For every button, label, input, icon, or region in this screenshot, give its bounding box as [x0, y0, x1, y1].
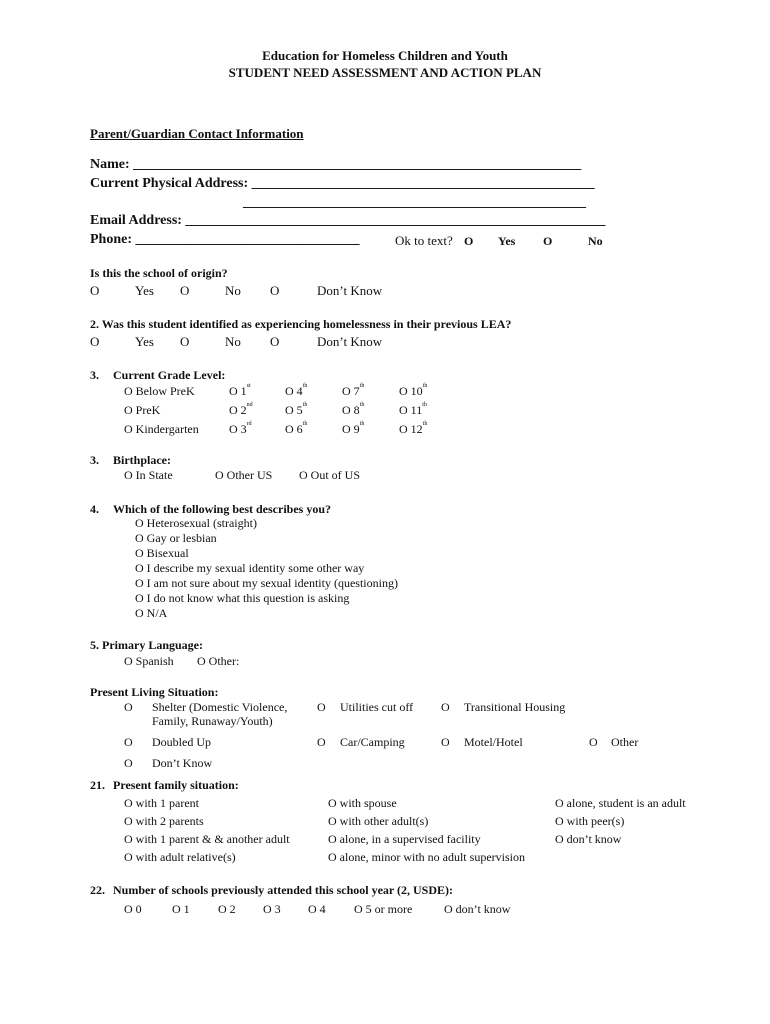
grade-2[interactable]: O 2nd: [229, 402, 253, 417]
name-field-line[interactable]: Name: ________________________________________________________________: [90, 157, 582, 172]
language-other[interactable]: O Other:: [197, 654, 240, 668]
identity-number: 4.: [90, 502, 99, 516]
grade-3[interactable]: O 3rd: [229, 421, 252, 436]
origin-yes-radio[interactable]: O: [90, 283, 100, 298]
living-shelter-radio[interactable]: O: [124, 700, 133, 714]
schools-option[interactable]: O 2: [218, 902, 236, 916]
schools-heading: Number of schools previously attended this school year (2, USDE):: [113, 883, 454, 897]
grade-heading: Current Grade Level:: [113, 368, 226, 382]
identity-option[interactable]: O I am not sure about my sexual identity (questioning): [135, 576, 398, 590]
living-transitional-radio[interactable]: O: [441, 700, 450, 714]
living-doubled-radio[interactable]: O: [124, 735, 133, 749]
origin-yes-label: Yes: [135, 283, 154, 298]
grade-7[interactable]: O 7th: [342, 383, 365, 398]
ok-to-text-label: Ok to text?: [395, 233, 453, 248]
form-subtitle: STUDENT NEED ASSESSMENT AND ACTION PLAN: [228, 65, 542, 80]
living-motel-label: Motel/Hotel: [464, 735, 523, 749]
origin-no-radio[interactable]: O: [180, 283, 190, 298]
language-spanish[interactable]: O Spanish: [124, 654, 174, 668]
grade-4[interactable]: O 4th: [285, 383, 308, 398]
school-origin-question: Is this the school of origin?: [90, 266, 228, 280]
origin-dontknow-label: Don’t Know: [317, 283, 383, 298]
text-no-radio[interactable]: O: [543, 234, 553, 248]
family-option[interactable]: O with adult relative(s): [124, 850, 236, 864]
schools-option[interactable]: O 3: [263, 902, 281, 916]
birthplace-other-us[interactable]: O Other US: [215, 468, 273, 482]
form-title: Education for Homeless Children and Youth: [262, 48, 508, 63]
family-option[interactable]: O alone, student is an adult: [555, 796, 686, 810]
family-option[interactable]: O alone, minor with no adult supervision: [328, 850, 525, 864]
grade-12[interactable]: O 12th: [399, 421, 428, 436]
family-number: 21.: [90, 778, 105, 792]
birthplace-heading: Birthplace:: [113, 453, 171, 467]
lea-no-label: No: [225, 334, 241, 349]
grade-1[interactable]: O 1st: [229, 383, 251, 398]
identity-option[interactable]: O N/A: [135, 606, 168, 620]
grade-8[interactable]: O 8th: [342, 402, 365, 417]
origin-dontknow-radio[interactable]: O: [270, 283, 280, 298]
lea-dontknow-label: Don’t Know: [317, 334, 383, 349]
schools-option[interactable]: O 0: [124, 902, 142, 916]
email-field-line[interactable]: Email Address: ____________________________________________________________: [90, 213, 606, 228]
contact-heading: Parent/Guardian Contact Information: [90, 126, 304, 141]
grade-number: 3.: [90, 368, 99, 382]
living-other-radio[interactable]: O: [589, 735, 598, 749]
family-option[interactable]: O with other adult(s): [328, 814, 429, 828]
living-transitional-label: Transitional Housing: [464, 700, 566, 714]
living-car-radio[interactable]: O: [317, 735, 326, 749]
language-heading: 5. Primary Language:: [90, 638, 203, 652]
grade-below-prek[interactable]: O Below PreK: [124, 384, 195, 398]
identity-option[interactable]: O Bisexual: [135, 546, 189, 560]
living-dontknow-radio[interactable]: O: [124, 756, 133, 770]
schools-option[interactable]: O 1: [172, 902, 190, 916]
grade-10[interactable]: O 10th: [399, 383, 428, 398]
lea-yes-radio[interactable]: O: [90, 334, 100, 349]
address-field-line[interactable]: Current Physical Address: _________________________________________________: [90, 176, 595, 191]
birthplace-out-of-us[interactable]: O Out of US: [299, 468, 361, 482]
text-yes-label: Yes: [498, 234, 516, 248]
identity-option[interactable]: O I do not know what this question is asking: [135, 591, 350, 605]
living-shelter-label: Shelter (Domestic Violence,: [152, 700, 288, 714]
birthplace-in-state[interactable]: O In State: [124, 468, 173, 482]
family-heading: Present family situation:: [113, 778, 239, 792]
lea-dontknow-radio[interactable]: O: [270, 334, 280, 349]
living-other-label: Other: [611, 735, 639, 749]
living-shelter-label-2: Family, Runaway/Youth): [152, 714, 273, 728]
birthplace-number: 3.: [90, 453, 99, 467]
text-yes-radio[interactable]: O: [464, 234, 474, 248]
family-option[interactable]: O with peer(s): [555, 814, 625, 828]
family-option[interactable]: O with 1 parent & & another adult: [124, 832, 290, 846]
living-car-label: Car/Camping: [340, 735, 405, 749]
living-motel-radio[interactable]: O: [441, 735, 450, 749]
schools-option[interactable]: O 5 or more: [354, 902, 413, 916]
living-heading: Present Living Situation:: [90, 685, 219, 699]
identity-option[interactable]: O Heterosexual (straight): [135, 516, 257, 530]
prev-lea-question: 2. Was this student identified as experiencing homelessness in their previous LEA?: [90, 317, 512, 331]
grade-kindergarten[interactable]: O Kindergarten: [124, 422, 199, 436]
grade-9[interactable]: O 9th: [342, 421, 365, 436]
grade-6[interactable]: O 6th: [285, 421, 308, 436]
schools-option[interactable]: O don’t know: [444, 902, 511, 916]
address-field-line-2[interactable]: _________________________________________________: [243, 195, 586, 210]
family-option[interactable]: O with spouse: [328, 796, 397, 810]
origin-no-label: No: [225, 283, 241, 298]
living-utilities-radio[interactable]: O: [317, 700, 326, 714]
grade-11[interactable]: O 11th: [399, 402, 427, 417]
living-doubled-label: Doubled Up: [152, 735, 211, 749]
identity-option[interactable]: O Gay or lesbian: [135, 531, 217, 545]
grade-prek[interactable]: O PreK: [124, 403, 161, 417]
text-no-label: No: [588, 234, 603, 248]
family-option[interactable]: O don’t know: [555, 832, 622, 846]
lea-yes-label: Yes: [135, 334, 154, 349]
phone-field-line[interactable]: Phone: ________________________________: [90, 232, 360, 247]
identity-heading: Which of the following best describes you?: [113, 502, 332, 516]
schools-number: 22.: [90, 883, 105, 897]
family-option[interactable]: O with 1 parent: [124, 796, 199, 810]
family-option[interactable]: O with 2 parents: [124, 814, 204, 828]
family-option[interactable]: O alone, in a supervised facility: [328, 832, 481, 846]
living-dontknow-label: Don’t Know: [152, 756, 213, 770]
living-utilities-label: Utilities cut off: [340, 700, 414, 714]
grade-5[interactable]: O 5th: [285, 402, 308, 417]
identity-option[interactable]: O I describe my sexual identity some other way: [135, 561, 365, 575]
schools-option[interactable]: O 4: [308, 902, 326, 916]
lea-no-radio[interactable]: O: [180, 334, 190, 349]
